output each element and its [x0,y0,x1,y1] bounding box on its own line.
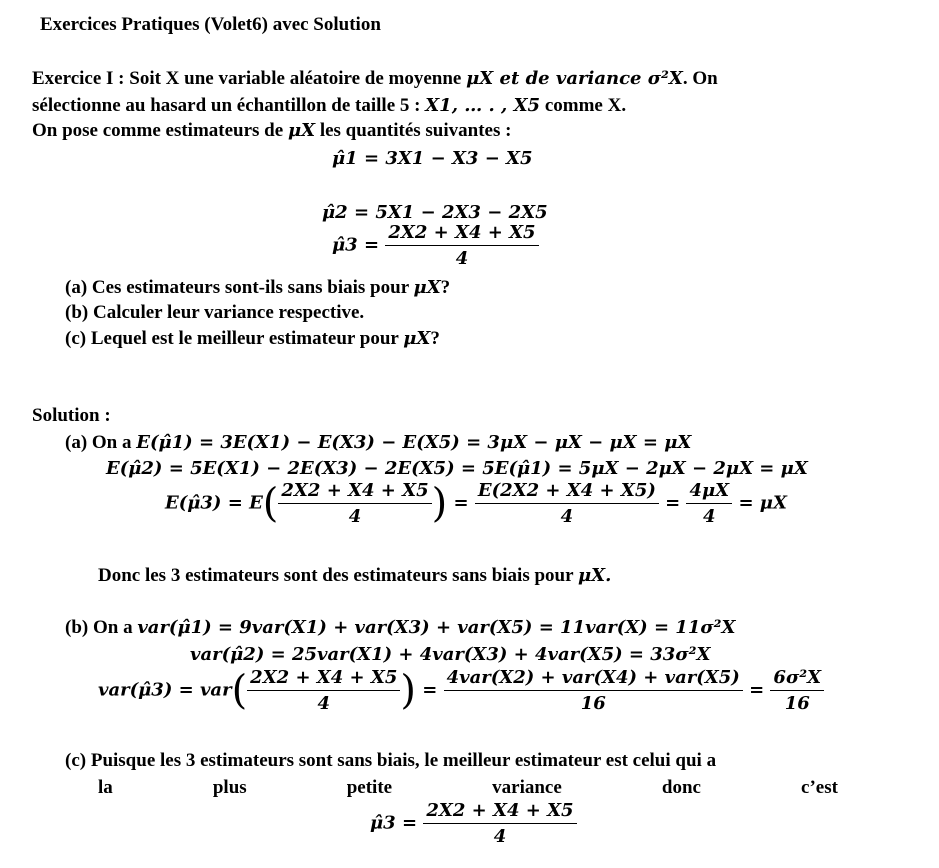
equation-lhs: var(μ̂3) = var [98,679,232,701]
fraction-denominator: 4 [348,506,362,527]
question-mark: ? [440,277,451,298]
fraction-numerator: 2X2 + X4 + X5 [247,667,400,691]
exercise-text: . On [682,68,718,89]
fraction [385,222,538,269]
solution-label: Solution : [32,405,111,426]
right-paren: ) [400,667,417,714]
math-mu: μX. [577,565,612,586]
math-mu: μX [466,68,494,89]
fraction [686,480,732,527]
fraction-numerator: 2X2 + X4 + X5 [423,800,576,824]
fraction-numerator: 2X2 + X4 + X5 [278,480,431,504]
estimator-1: μ̂1 = 3X1 − X3 − X5 [332,148,533,169]
right-paren: ) [431,480,448,527]
exercise-text: les quantités suivantes : [315,120,512,141]
fraction-denominator: 4 [455,248,469,269]
fraction-denominator: 16 [784,693,810,714]
equation-lhs: E(μ̂3) = E [165,492,263,514]
equation-lhs: μ̂3 = [370,812,418,834]
solution-text: (b) On a [65,617,138,638]
math-mu: μX [403,328,431,349]
question-text: (a) Ces estimateurs sont-ils sans biais pour [65,277,414,298]
estimator-3-lhs: μ̂3 = [332,234,380,256]
fraction [475,480,659,527]
fraction [247,667,400,714]
math-sample: X1, … . , X5 [425,95,541,116]
exercise-line-3 [32,120,511,142]
fraction [444,667,743,714]
equation-rhs: = μX [738,492,787,514]
estimator-2: μ̂2 = 5X1 − 2X3 − 2X5 [322,202,548,223]
exercise-line-1 [32,68,718,90]
exercise-text: sélectionne au hasard un échantillon de taille 5 : [32,95,426,116]
solution-b-line-1 [65,617,735,639]
question-c [65,328,440,350]
word: la [98,777,113,798]
fraction [770,667,824,714]
fraction-denominator: 4 [493,826,507,847]
left-paren: ( [262,480,279,527]
estimator-3 [332,222,539,269]
word: variance [492,777,562,798]
word: plus [212,777,247,798]
exercise-text: et de variance [493,68,648,89]
fraction-numerator: 6σ²X [770,667,824,691]
solution-text: Donc les 3 estimateurs sont des estimateurs sans biais pour [98,565,578,586]
fraction-numerator: 2X2 + X4 + X5 [385,222,538,246]
fraction-denominator: 16 [580,693,606,714]
equation: E(μ̂1) = 3E(X1) − E(X3) − E(X5) = 3μX − μX − μX = μX [136,432,692,453]
solution-c-line-1: (c) Puisque les 3 estimateurs sont sans biais, le meilleur estimateur est celui qui a [65,750,717,771]
fraction-denominator: 4 [560,506,574,527]
fraction [278,480,431,527]
solution-b-line-3: var(μ̂3) = var( $\frac{2X2 + X4 + X5}{4}$ ) = $\frac{\text{4var(X2) + var(X4) + var(X5)}}{16}$ = $\frac{\text{6σ²X}}{16}$ [98,667,824,714]
exercise-text: comme X. [540,95,627,116]
question-mark: ? [430,328,440,349]
exercise-text: On pose comme estimateurs de [32,120,288,141]
question-b: (b) Calculer leur variance respective. [65,302,365,323]
fraction-numerator: 4μX [686,480,732,504]
solution-c-final [370,800,577,847]
math-sigma: σ²X [647,68,683,89]
fraction-numerator: E(2X2 + X4 + X5) [475,480,659,504]
word: donc [661,777,701,798]
exercise-label: Exercice I : [32,68,125,89]
solution-c-line-2 [98,777,838,799]
solution-a-line-2: E(μ̂2) = 5E(X1) − 2E(X3) − 2E(X5) = 5E(μ̂1) = 5μX − 2μX − 2μX = μX [106,458,808,479]
word: c’est [801,777,838,798]
solution-b-line-2: var(μ̂2) = 25var(X1) + 4var(X3) + 4var(X5) = 33σ²X [190,644,711,665]
left-paren: ( [231,667,248,714]
question-text: (c) Lequel est le meilleur estimateur pour [65,328,404,349]
fraction [423,800,576,847]
exercise-text: Soit X une variable aléatoire de moyenne [124,68,467,89]
solution-a-conclusion [98,565,611,587]
math-mu: μX [287,120,316,141]
solution-a-line-3: E(μ̂3) = E( $\frac{2X2 + X4 + X5}{4}$ ) = $\frac{E(2X2 + X4 + X5)}{4}$ = $\frac{4\mu X}{4}$ = μX [165,480,787,527]
fraction-denominator: 4 [703,506,716,527]
question-a [65,277,450,299]
exercise-line-2 [32,95,626,117]
equation: var(μ̂1) = 9var(X1) + var(X3) + var(X5) = 11var(X) = 11σ²X [137,617,736,638]
fraction-numerator: 4var(X2) + var(X4) + var(X5) [444,667,743,691]
page-title: Exercices Pratiques (Volet6) avec Solution [40,14,381,35]
fraction-denominator: 4 [317,693,331,714]
solution-a-line-1 [65,432,691,454]
word: petite [346,777,393,798]
solution-text: (a) On a [65,432,137,453]
math-mu: μX [413,277,441,298]
